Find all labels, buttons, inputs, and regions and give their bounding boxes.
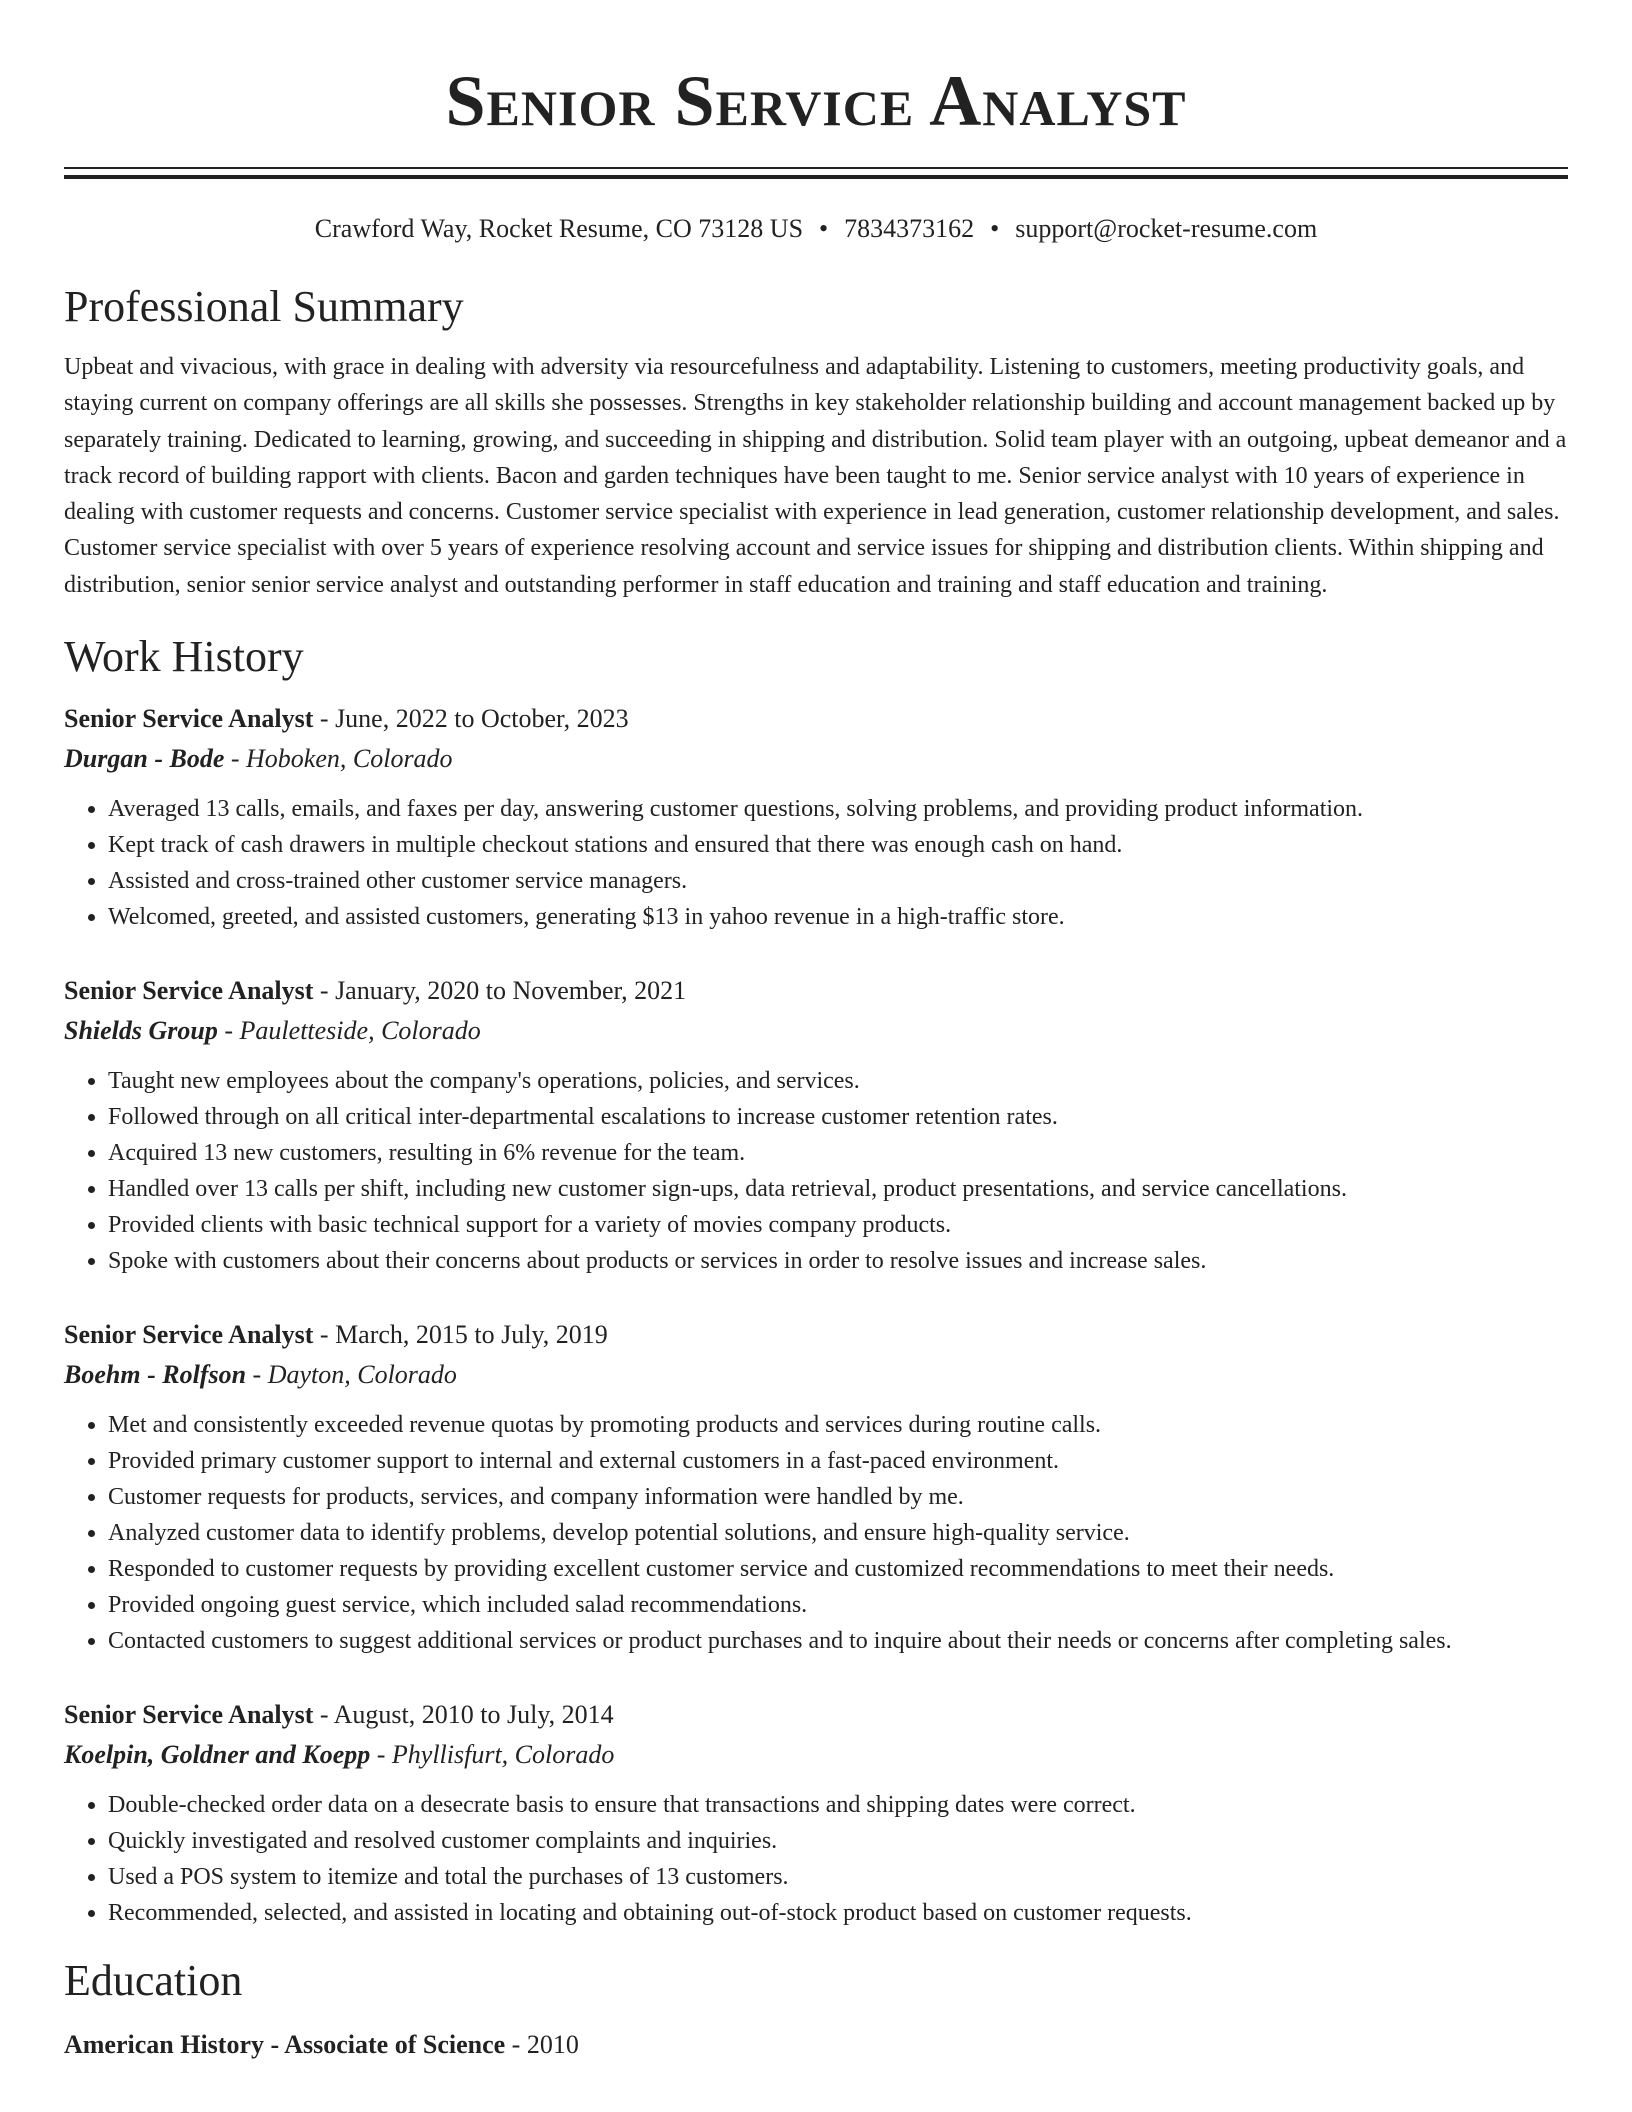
divider-thick bbox=[64, 175, 1568, 179]
job-entry bbox=[64, 1315, 1568, 1659]
summary-heading: Professional Summary bbox=[64, 282, 464, 331]
education-heading: Education bbox=[64, 1956, 243, 2006]
title-divider bbox=[64, 167, 1568, 179]
contact-email: support@rocket-resume.com bbox=[1015, 214, 1318, 243]
job-bullet: • Handled over 13 calls per shift, including new customer sign-ups, data retrieval, product presentations, and service cancellations. bbox=[108, 1171, 1568, 1207]
contact-separator: • bbox=[990, 214, 1000, 243]
job-title: Senior Service Analyst bbox=[64, 976, 314, 1006]
job-bullet: • Averaged 13 calls, emails, and faxes per day, answering customer questions, solving problems, and providing product information. bbox=[108, 791, 1568, 827]
work-history-heading: Work History bbox=[64, 632, 304, 682]
contact-separator: • bbox=[819, 214, 829, 243]
divider-thin bbox=[64, 167, 1568, 169]
job-title-line bbox=[64, 1695, 1568, 1735]
job-location: - Pauletteside, Colorado bbox=[217, 1016, 481, 1046]
job-bullet: • Followed through on all critical inter-departmental escalations to increase customer retention rates. bbox=[108, 1099, 1568, 1135]
job-location: - Phyllisfurt, Colorado bbox=[370, 1740, 615, 1770]
job-bullets bbox=[64, 1063, 1568, 1279]
job-bullets bbox=[64, 1787, 1568, 1931]
job-title-line bbox=[64, 971, 1568, 1011]
contact-phone: 7834373162 bbox=[844, 214, 975, 243]
job-company: Durgan - Bode bbox=[64, 744, 225, 774]
job-title-line bbox=[64, 699, 1568, 739]
job-bullet: • Provided primary customer support to internal and external customers in a fast-paced environment. bbox=[108, 1443, 1568, 1479]
job-dates: - August, 2010 to July, 2014 bbox=[313, 1700, 614, 1730]
job-company-line bbox=[64, 739, 1568, 779]
job-bullet: • Analyzed customer data to identify problems, develop potential solutions, and ensure high-quality service. bbox=[108, 1515, 1568, 1551]
job-title: Senior Service Analyst bbox=[64, 1700, 314, 1730]
job-dates: - January, 2020 to November, 2021 bbox=[313, 976, 687, 1006]
job-bullet: • Kept track of cash drawers in multiple checkout stations and ensured that there was enough cash on hand. bbox=[108, 827, 1568, 863]
job-bullet: • Spoke with customers about their concerns about products or services in order to resolve issues and increase sales. bbox=[108, 1243, 1568, 1279]
job-location: - Dayton, Colorado bbox=[246, 1360, 457, 1390]
job-bullet: • Recommended, selected, and assisted in locating and obtaining out-of-stock product based on customer requests. bbox=[108, 1895, 1568, 1931]
job-bullet: • Used a POS system to itemize and total the purchases of 13 customers. bbox=[108, 1859, 1568, 1895]
job-bullet: • Met and consistently exceeded revenue quotas by promoting products and services during routine calls. bbox=[108, 1407, 1568, 1443]
job-bullet: • Assisted and cross-trained other customer service managers. bbox=[108, 863, 1568, 899]
job-bullet: • Welcomed, greeted, and assisted customers, generating $13 in yahoo revenue in a high-traffic store. bbox=[108, 899, 1568, 935]
education-degree: American History - Associate of Science bbox=[64, 2030, 506, 2060]
education-year: - 2010 bbox=[505, 2030, 579, 2060]
contact-line bbox=[64, 216, 1568, 242]
job-company-line bbox=[64, 1355, 1568, 1395]
job-bullet: • Responded to customer requests by providing excellent customer service and customized recommendations to meet their needs. bbox=[108, 1551, 1568, 1587]
job-company: Koelpin, Goldner and Koepp bbox=[64, 1740, 371, 1770]
job-dates: - March, 2015 to July, 2019 bbox=[313, 1320, 608, 1350]
summary-text: Upbeat and vivacious, with grace in dealing with adversity via resourcefulness and adaptability. Listening to customers, meeting productivity goals, and staying current on company offerings are all skills she possesses. Strengths in key stakeholder relationship building and account management backed up by separately training. Dedicated to learning, growing, and succeeding in shipping and distribution. Solid team player with an outgoing, upbeat demeanor and a track record of building rapport with clients. Bacon and garden techniques have been taught to me. Senior service analyst with 10 years of experience in dealing with customer requests and concerns. Customer service specialist with experience in lead generation, customer relationship development, and sales. Customer service specialist with over 5 years of experience resolving account and service issues for shipping and distribution clients. Within shipping and distribution, senior senior service analyst and outstanding performer in staff education and training and staff education and training. bbox=[64, 354, 1567, 598]
job-company: Boehm - Rolfson bbox=[64, 1360, 247, 1390]
job-company-line bbox=[64, 1735, 1568, 1775]
job-title: Senior Service Analyst bbox=[64, 1320, 314, 1350]
job-bullet: • Quickly investigated and resolved customer complaints and inquiries. bbox=[108, 1823, 1568, 1859]
education-entry bbox=[64, 2025, 1568, 2065]
contact-address: Crawford Way, Rocket Resume, CO 73128 US bbox=[314, 214, 804, 243]
job-dates: - June, 2022 to October, 2023 bbox=[313, 704, 629, 734]
job-title-line bbox=[64, 1315, 1568, 1355]
job-bullets bbox=[64, 1407, 1568, 1659]
job-bullet: • Taught new employees about the company's operations, policies, and services. bbox=[108, 1063, 1568, 1099]
job-bullet: • Double-checked order data on a desecrate basis to ensure that transactions and shipping dates were correct. bbox=[108, 1787, 1568, 1823]
job-bullets bbox=[64, 791, 1568, 935]
job-bullet: • Customer requests for products, services, and company information were handled by me. bbox=[108, 1479, 1568, 1515]
job-bullet: • Acquired 13 new customers, resulting in 6% revenue for the team. bbox=[108, 1135, 1568, 1171]
job-company-line bbox=[64, 1011, 1568, 1051]
job-bullet: • Provided ongoing guest service, which included salad recommendations. bbox=[108, 1587, 1568, 1623]
job-entry bbox=[64, 1695, 1568, 1931]
job-entry bbox=[64, 971, 1568, 1279]
job-bullet: • Contacted customers to suggest additional services or product purchases and to inquire about their needs or concerns after completing sales. bbox=[108, 1623, 1568, 1659]
job-entry bbox=[64, 699, 1568, 935]
job-bullet: • Provided clients with basic technical support for a variety of movies company products. bbox=[108, 1207, 1568, 1243]
job-location: - Hoboken, Colorado bbox=[224, 744, 453, 774]
resume-title: Senior Service Analyst bbox=[445, 61, 1187, 141]
job-company: Shields Group bbox=[64, 1016, 218, 1046]
job-title: Senior Service Analyst bbox=[64, 704, 314, 734]
